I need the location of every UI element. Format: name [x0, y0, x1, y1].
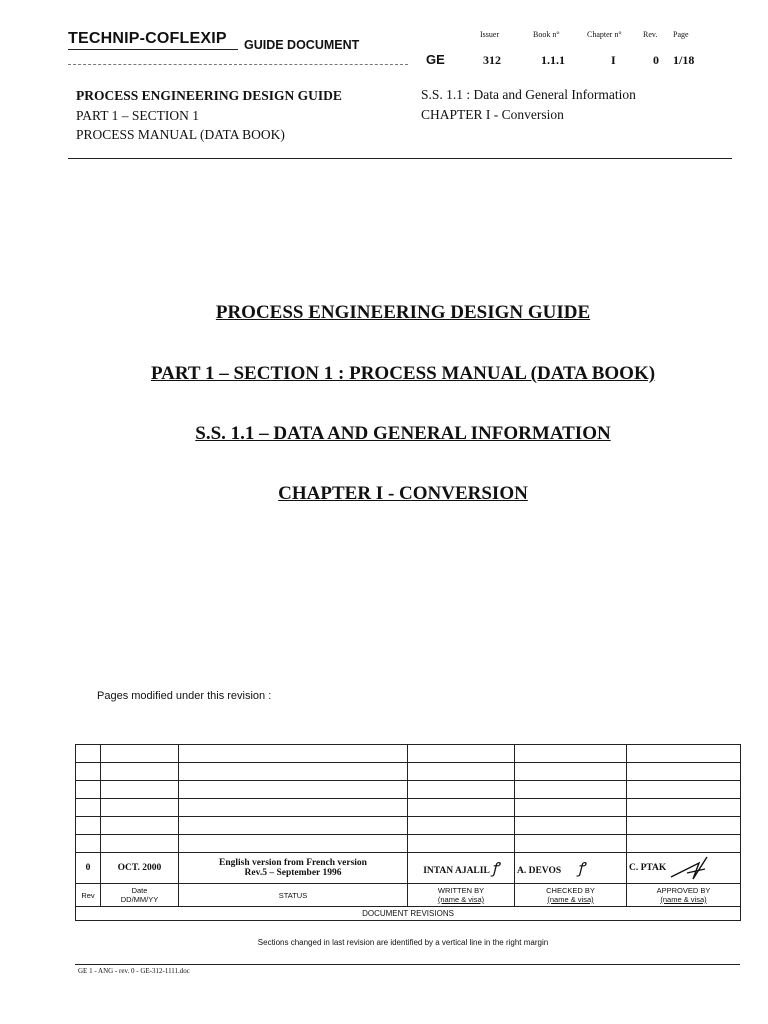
approved-by-signature — [669, 855, 709, 881]
table-row — [76, 763, 741, 781]
main-title: PROCESS ENGINEERING DESIGN GUIDE — [215, 302, 591, 323]
date-format-label: DD/MM/YY — [120, 895, 159, 904]
rev-value: 0 — [653, 53, 659, 67]
rev-label: Rev. — [643, 30, 658, 39]
written-by-name: INTAN AJALIL — [423, 866, 490, 876]
table-row — [76, 835, 741, 853]
issuer-value: 312 — [483, 53, 501, 67]
subheader-manual: PROCESS MANUAL (DATA BOOK) — [76, 127, 285, 142]
checked-by-label: CHECKED BY — [546, 886, 595, 895]
header-dashed-line — [68, 64, 408, 65]
written-by-cell — [408, 853, 515, 884]
footer-rule — [75, 964, 740, 965]
checked-by-cell — [515, 853, 627, 884]
document-type: GUIDE DOCUMENT — [244, 38, 360, 52]
subheader-guide-title: PROCESS ENGINEERING DESIGN GUIDE — [76, 88, 342, 103]
chapter-title: CHAPTER I - CONVERSION — [278, 483, 528, 504]
table-row — [76, 781, 741, 799]
table-row — [76, 799, 741, 817]
page-value: 1/18 — [673, 53, 695, 67]
chapter-value: I — [611, 53, 616, 67]
written-label-cell — [408, 884, 515, 907]
revision-note: Sections changed in last revision are identified by a vertical line in the right margin — [257, 938, 549, 947]
status-line2: Rev.5 – September 1996 — [244, 868, 342, 878]
header-rule — [68, 158, 732, 159]
status-cell — [179, 853, 408, 884]
subheader-chapter: CHAPTER I - Conversion — [421, 107, 564, 122]
book-value: 1.1.1 — [541, 53, 565, 67]
date-label: Date — [131, 886, 148, 895]
status-label-cell: STATUS — [179, 884, 408, 907]
chapter-label: Chapter n° — [587, 30, 622, 39]
logo-underline — [68, 49, 238, 50]
table-row — [76, 745, 741, 763]
written-by-label: WRITTEN BY — [437, 886, 485, 895]
approved-by-sublabel: (name & visa) — [660, 895, 707, 904]
subheader-part: PART 1 – SECTION 1 — [76, 108, 199, 123]
written-by-sublabel: (name & visa) — [437, 895, 485, 904]
rev-label-cell: Rev — [76, 884, 101, 907]
date-label-cell — [101, 884, 179, 907]
document-revisions-label: DOCUMENT REVISIONS — [76, 907, 741, 921]
checked-by-sublabel: (name & visa) — [547, 895, 594, 904]
checked-by-name: A. DEVOS — [517, 866, 562, 876]
labels-row — [76, 884, 741, 907]
approved-by-label: APPROVED BY — [656, 886, 711, 895]
book-label: Book n° — [533, 30, 560, 39]
pages-modified-label: Pages modified under this revision : — [97, 690, 272, 702]
subheader-ss: S.S. 1.1 : Data and General Information — [421, 87, 636, 102]
checked-label-cell — [515, 884, 627, 907]
company-logo: TECHNIP-COFLEXIP — [68, 30, 227, 47]
status-line1: English version from French version — [219, 858, 367, 868]
part-title: PART 1 – SECTION 1 : PROCESS MANUAL (DATA BOOK) — [150, 363, 656, 384]
revision-table — [75, 744, 741, 921]
ge-code: GE — [426, 52, 445, 67]
subsection-title: S.S. 1.1 – DATA AND GENERAL INFORMATION — [195, 423, 611, 444]
rev-cell: 0 — [76, 853, 101, 884]
revision-row — [76, 853, 741, 884]
page-label: Page — [673, 30, 689, 39]
checked-by-signature: ꝭ — [577, 859, 585, 877]
issuer-label: Issuer — [480, 30, 500, 39]
table-row — [76, 817, 741, 835]
approved-label-cell — [627, 884, 741, 907]
written-by-signature: ꝭ — [491, 859, 499, 877]
file-reference: GE 1 - ANG - rev. 0 - GE-312-1111.doc — [78, 967, 190, 975]
approved-by-name: C. PTAK — [629, 863, 667, 874]
table-footer-row — [76, 907, 741, 921]
date-cell: OCT. 2000 — [101, 853, 179, 884]
approved-by-cell — [627, 853, 741, 884]
